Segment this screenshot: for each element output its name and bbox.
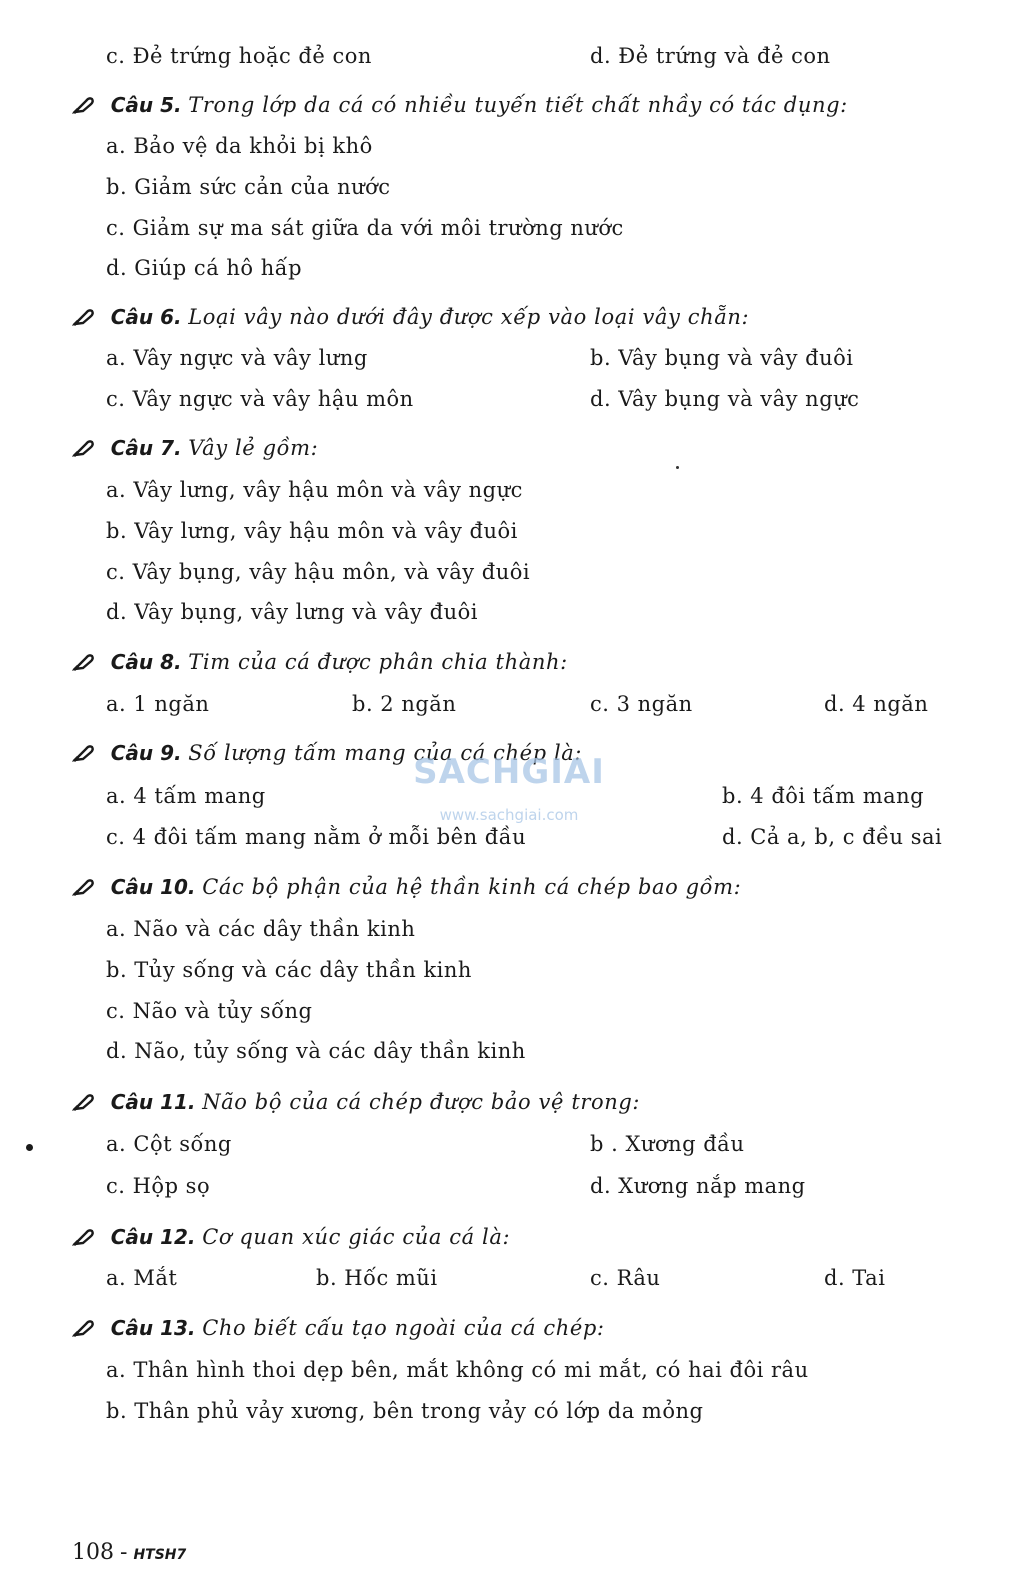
option-c: c. 4 đôi tấm mang nằm ở mỗi bên đầu bbox=[106, 825, 527, 849]
option-c: c. 3 ngăn bbox=[590, 692, 693, 716]
option-b: b. Tủy sống và các dây thần kinh bbox=[106, 958, 472, 982]
question-number: Câu 10. bbox=[110, 875, 196, 899]
question-text: Các bộ phận của hệ thần kinh cá chép bao gồm: bbox=[202, 875, 742, 899]
question-text: Cơ quan xúc giác của cá là: bbox=[202, 1225, 511, 1249]
question-number: Câu 13. bbox=[110, 1316, 196, 1340]
book-code: HTSH7 bbox=[133, 1547, 187, 1563]
option-c: c. Vây bụng, vây hậu môn, và vây đuôi bbox=[106, 560, 531, 584]
watermark-logo: SACHGIAI bbox=[413, 752, 605, 792]
option-a: a. Não và các dây thần kinh bbox=[106, 917, 416, 941]
question-number: Câu 11. bbox=[110, 1090, 196, 1114]
option-d: d. Tai bbox=[824, 1266, 886, 1290]
option-b: b. Vây lưng, vây hậu môn và vây đuôi bbox=[106, 519, 518, 543]
watermark bbox=[404, 752, 614, 824]
option-b: b. 4 đôi tấm mang bbox=[722, 784, 925, 808]
pencil-hand-icon bbox=[72, 436, 96, 458]
option-a: a. Cột sống bbox=[106, 1132, 232, 1156]
option-a: a. Mắt bbox=[106, 1266, 178, 1290]
option-b: b . Xương đầu bbox=[590, 1132, 745, 1156]
option-c: c. Râu bbox=[590, 1266, 661, 1290]
pencil-hand-icon bbox=[72, 1316, 96, 1338]
pencil-hand-icon bbox=[72, 93, 96, 115]
question-text: Tim của cá được phân chia thành: bbox=[188, 650, 568, 674]
question-text: Số lượng tấm mang của cá chép là: bbox=[188, 741, 583, 765]
question-5 bbox=[72, 90, 848, 120]
option-d: d. Cả a, b, c đều sai bbox=[722, 825, 943, 849]
question-11 bbox=[72, 1087, 640, 1117]
question-number: Câu 8. bbox=[110, 650, 182, 674]
option-a: a. 1 ngăn bbox=[106, 692, 210, 716]
option-c: c. Não và tủy sống bbox=[106, 999, 313, 1023]
question-8 bbox=[72, 647, 568, 677]
option-b: b. Giảm sức cản của nước bbox=[106, 175, 391, 199]
footer-separator: - bbox=[120, 1540, 128, 1565]
option-a: a. Vây lưng, vây hậu môn và vây ngực bbox=[106, 478, 523, 502]
option-d: d. 4 ngăn bbox=[824, 692, 929, 716]
watermark-url: www.sachgiai.com bbox=[439, 806, 579, 824]
margin-dot bbox=[26, 1144, 33, 1151]
option-d: d. Đẻ trứng và đẻ con bbox=[590, 44, 831, 68]
question-6 bbox=[72, 302, 749, 332]
question-number: Câu 9. bbox=[110, 741, 182, 765]
option-d: d. Giúp cá hô hấp bbox=[106, 256, 303, 280]
question-text: Vây lẻ gồm: bbox=[188, 436, 319, 460]
pencil-hand-icon bbox=[72, 650, 96, 672]
option-a: a. Thân hình thoi dẹp bên, mắt không có mi mắt, có hai đôi râu bbox=[106, 1358, 809, 1382]
pencil-hand-icon bbox=[72, 741, 96, 763]
option-c: c. Đẻ trứng hoặc đẻ con bbox=[106, 44, 372, 68]
page-footer bbox=[72, 1540, 186, 1565]
question-number: Câu 7. bbox=[110, 436, 182, 460]
pencil-hand-icon bbox=[72, 1225, 96, 1247]
option-d: d. Vây bụng và vây ngực bbox=[590, 387, 860, 411]
option-c: c. Vây ngực và vây hậu môn bbox=[106, 387, 414, 411]
option-d: d. Xương nắp mang bbox=[590, 1174, 806, 1198]
question-7 bbox=[72, 433, 318, 463]
question-12 bbox=[72, 1222, 510, 1252]
option-c: c. Giảm sự ma sát giữa da với môi trường nước bbox=[106, 216, 624, 240]
question-number: Câu 6. bbox=[110, 305, 182, 329]
question-13 bbox=[72, 1313, 605, 1343]
page-number: 108 bbox=[72, 1540, 114, 1565]
option-d: d. Vây bụng, vây lưng và vây đuôi bbox=[106, 600, 478, 624]
option-b: b. Thân phủ vảy xương, bên trong vảy có lớp da mỏng bbox=[106, 1399, 704, 1423]
question-10 bbox=[72, 872, 741, 902]
question-text: Cho biết cấu tạo ngoài của cá chép: bbox=[202, 1316, 605, 1340]
question-text: Não bộ của cá chép được bảo vệ trong: bbox=[202, 1090, 641, 1114]
option-c: c. Hộp sọ bbox=[106, 1174, 211, 1198]
question-number: Câu 12. bbox=[110, 1225, 196, 1249]
scan-speck bbox=[676, 466, 679, 469]
option-b: b. Hốc mũi bbox=[316, 1266, 438, 1290]
option-d: d. Não, tủy sống và các dây thần kinh bbox=[106, 1039, 526, 1063]
pencil-hand-icon bbox=[72, 875, 96, 897]
option-a: a. 4 tấm mang bbox=[106, 784, 266, 808]
option-b: b. 2 ngăn bbox=[352, 692, 457, 716]
option-a: a. Vây ngực và vây lưng bbox=[106, 346, 368, 370]
option-b: b. Vây bụng và vây đuôi bbox=[590, 346, 854, 370]
pencil-hand-icon bbox=[72, 305, 96, 327]
pencil-hand-icon bbox=[72, 1090, 96, 1112]
question-text: Loại vây nào dưới đây được xếp vào loại vây chẵn: bbox=[188, 305, 750, 329]
question-text: Trong lớp da cá có nhiều tuyến tiết chất nhầy có tác dụng: bbox=[188, 93, 848, 117]
question-number: Câu 5. bbox=[110, 93, 182, 117]
option-a: a. Bảo vệ da khỏi bị khô bbox=[106, 134, 373, 158]
